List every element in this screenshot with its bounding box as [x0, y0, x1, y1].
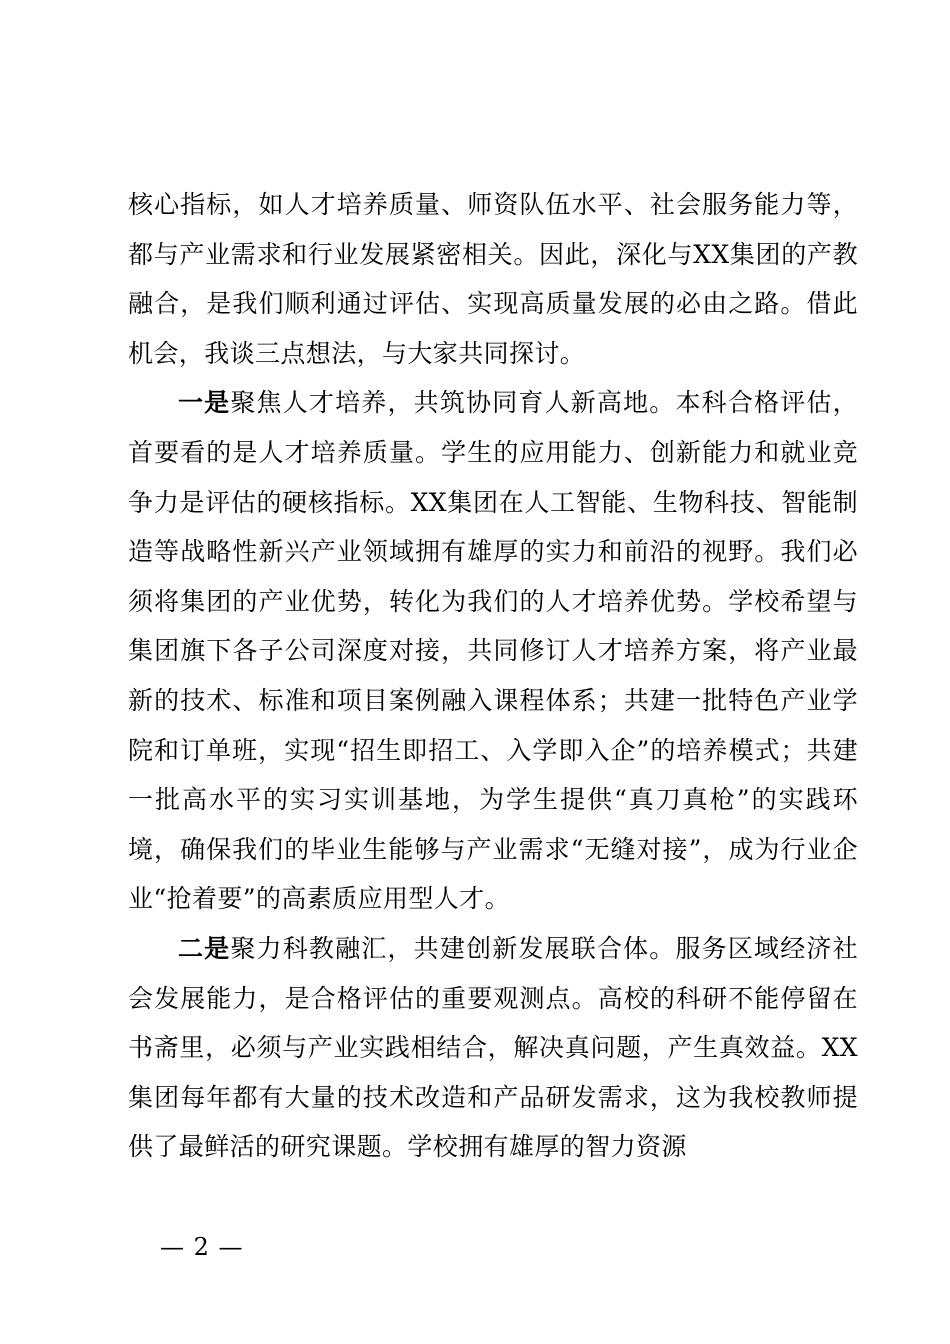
paragraph-lead: 二是: [178, 933, 231, 963]
paragraph-point-two: [128, 924, 858, 1172]
paragraph-text: 聚力科教融汇，共建创新发展联合体。服务区域经济社会发展能力，是合格评估的重要观测点。高校的科研不能停留在书斋里，必须与产业实践相结合，解决真问题，产生真效益。XX集团每年都有大量的技术改造和产品研发需求，这为我校教师提供了最鲜活的研究课题。学校拥有雄厚的智力资源: [128, 933, 858, 1162]
paragraph-text: 聚焦人才培养，共筑协同育人新高地。本科合格评估，首要看的是人才培养质量。学生的应用能力、创新能力和就业竞争力是评估的硬核指标。XX集团在人工智能、生物科技、智能制造等战略性新兴产业领域拥有雄厚的实力和前沿的视野。我们必须将集团的产业优势，转化为我们的人才培养优势。学校希望与集团旗下各子公司深度对接，共同修订人才培养方案，将产业最新的技术、标准和项目案例融入课程体系；共建一批特色产业学院和订单班，实现“招生即招工、入学即入企”的培养模式；共建一批高水平的实习实训基地，为学生提供“真刀真枪”的实践环境，确保我们的毕业生能够与产业需求“无缝对接”，成为行业企业“抢着要”的高素质应用型人才。: [128, 388, 858, 914]
paragraph-text: 核心指标，如人才培养质量、师资队伍水平、社会服务能力等，都与产业需求和行业发展紧密相关。因此，深化与XX集团的产教融合，是我们顺利通过评估、实现高质量发展的必由之路。借此机会，我谈三点想法，与大家共同探讨。: [128, 190, 858, 368]
paragraph-continuation: [128, 180, 858, 378]
document-body: [128, 180, 858, 1172]
page-number: — 2 —: [160, 1233, 244, 1261]
paragraph-lead: 一是: [178, 388, 231, 418]
paragraph-point-one: [128, 378, 858, 924]
